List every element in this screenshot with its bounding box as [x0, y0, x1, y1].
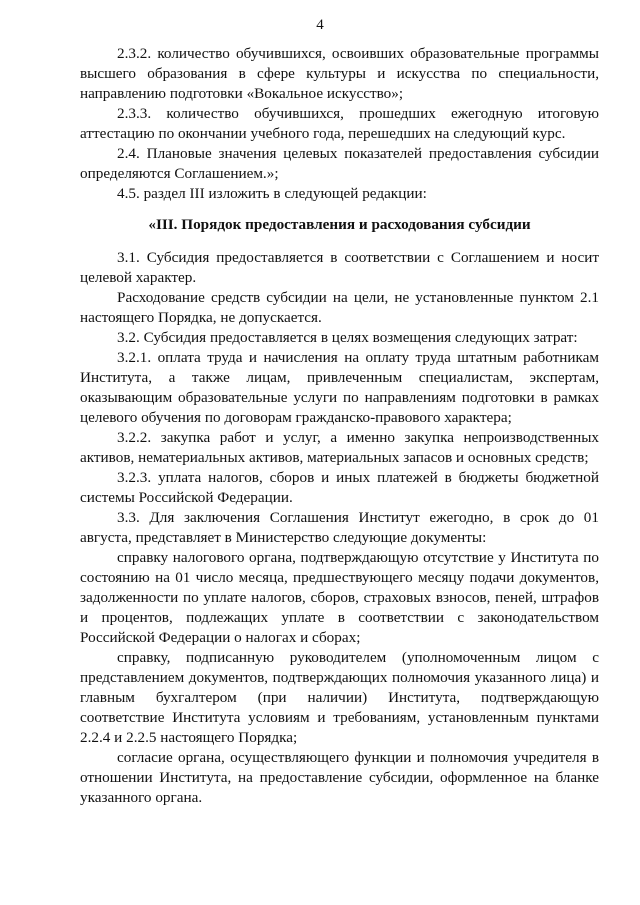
- document-body: [80, 44, 599, 808]
- paragraph-2-3-3: 2.3.3. количество обучившихся, прошедших ежегодную итоговую аттестацию по окончании учебного года, перешедших на следующий курс.: [80, 105, 599, 142]
- paragraph-2-3-2: 2.3.2. количество обучившихся, освоивших образовательные программы высшего образования в сфере культуры и искусства по специальности, направлению подготовки «Вокальное искусство»;: [80, 45, 599, 102]
- paragraph-3-2-3: 3.2.3. уплата налогов, сборов и иных платежей в бюджеты бюджетной системы Российской Федерации.: [80, 469, 599, 506]
- paragraph-signed-certificate: справку, подписанную руководителем (уполномоченным лицом с представлением документов, подтверждающих полномочия указанного лица) и главным бухгалтером (при наличии) Института, подтверждающую соответствие Института условиям и требованиям, установленным пунктами 2.2.4 и 2.2.5 настоящего Порядка;: [80, 649, 599, 746]
- paragraph-4-5: 4.5. раздел III изложить в следующей редакции:: [117, 185, 427, 202]
- paragraph-3-2-1: 3.2.1. оплата труда и начисления на оплату труда штатным работникам Института, а также лицам, привлеченным специалистам, экспертам, оказывающим образовательные услуги по направлениям подготовки в рамках целевого обучения по договорам гражданско-правового характера;: [80, 349, 599, 426]
- section-heading: «III. Порядок предоставления и расходования субсидии: [148, 216, 531, 233]
- paragraph-spending-restriction: Расходование средств субсидии на цели, не установленные пунктом 2.1 настоящего Порядка, не допускается.: [80, 289, 599, 326]
- paragraph-2-4: 2.4. Плановые значения целевых показателей предоставления субсидии определяются Соглашением.»;: [80, 145, 599, 182]
- paragraph-tax-certificate: справку налогового органа, подтверждающую отсутствие у Института по состоянию на 01 число месяца, предшествующего месяцу подачи документов, задолженности по уплате налогов, сборов, страховых взносов, пеней, штрафов и процентов, подлежащих уплате в соответствии с законодательством Российской Федерации о налогах и сборах;: [80, 549, 599, 646]
- paragraph-3-1: 3.1. Субсидия предоставляется в соответствии с Соглашением и носит целевой характер.: [80, 249, 599, 286]
- paragraph-3-2-2: 3.2.2. закупка работ и услуг, а именно закупка непроизводственных активов, нематериальных активов, материальных запасов и основных средств;: [80, 429, 599, 466]
- page-number: 4: [316, 17, 324, 33]
- paragraph-3-3: 3.3. Для заключения Соглашения Институт ежегодно, в срок до 01 августа, представляет в Министерство следующие документы:: [80, 509, 599, 546]
- paragraph-3-2: 3.2. Субсидия предоставляется в целях возмещения следующих затрат:: [117, 329, 578, 346]
- paragraph-founder-consent: согласие органа, осуществляющего функции и полномочия учредителя в отношении Института, на предоставление субсидии, оформленное на бланке указанного органа.: [80, 749, 599, 806]
